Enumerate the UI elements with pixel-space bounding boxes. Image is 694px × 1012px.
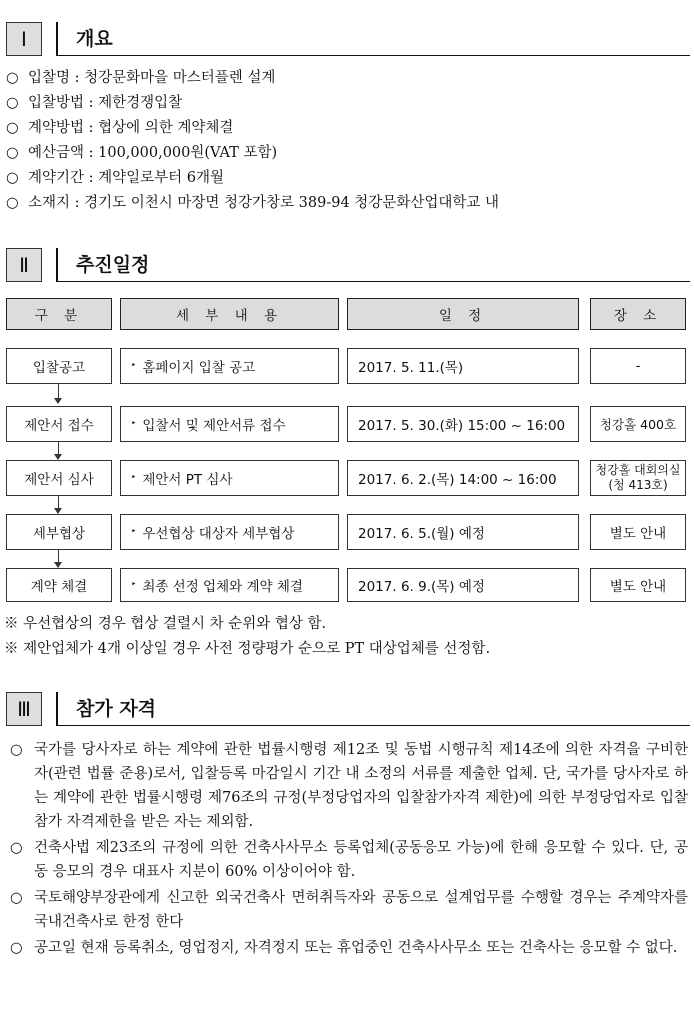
schedule-header-date: 일 정 bbox=[347, 298, 579, 330]
schedule-stage: 세부협상 bbox=[6, 514, 112, 550]
list-item bbox=[6, 191, 690, 216]
list-item bbox=[6, 886, 688, 934]
schedule-detail-text: 입찰서 및 제안서류 접수 bbox=[142, 418, 286, 434]
qualification-text: 국가를 당사자로 하는 계약에 관한 법률시행령 제12조 및 동법 시행규칙 제14조에 의한 자격을 구비한 자(관련 법률 준용)로서, 입찰등록 마감일시 기간 내 소정의 서류를 제출한 업체. 단, 국가를 당사자로 하는 계약에 관한 법률시행령 제76조의 규정(부정당업자의 입찰참가자격 제한)에 의한 부정당업자로 입찰참가 자격제한을 받은 자는 제외함. bbox=[34, 742, 688, 830]
section-underline bbox=[56, 55, 690, 56]
section-underline bbox=[56, 725, 690, 726]
list-item bbox=[6, 91, 690, 116]
schedule-date: 2017. 5. 11.(목) bbox=[347, 348, 579, 384]
circle-bullet-icon: ○ bbox=[10, 940, 23, 956]
section-2-header bbox=[6, 248, 690, 282]
triangle-marker-icon: ‣ bbox=[131, 473, 137, 483]
triangle-marker-icon: ‣ bbox=[131, 527, 137, 537]
circle-bullet-icon: ○ bbox=[10, 742, 23, 758]
list-item bbox=[6, 116, 690, 141]
schedule-place-line2: (청 413호) bbox=[608, 478, 668, 492]
section-1-number: Ⅰ bbox=[6, 22, 42, 56]
schedule-date: 2017. 6. 9.(목) 예정 bbox=[347, 568, 579, 602]
schedule-header-stage: 구 분 bbox=[6, 298, 112, 330]
schedule-detail-text: 최종 선정 업체와 계약 체결 bbox=[142, 579, 303, 595]
circle-bullet-icon: ○ bbox=[6, 120, 19, 136]
section-1-title: 개요 bbox=[76, 28, 113, 50]
schedule-detail bbox=[120, 406, 339, 442]
schedule-place: 별도 안내 bbox=[590, 568, 686, 602]
list-item bbox=[6, 836, 688, 884]
circle-bullet-icon: ○ bbox=[6, 145, 19, 161]
schedule-place: 청강홀 400호 bbox=[590, 406, 686, 442]
circle-bullet-icon: ○ bbox=[6, 195, 19, 211]
overview-list bbox=[6, 66, 690, 216]
schedule-detail-text: 우선협상 대상자 세부협상 bbox=[142, 526, 295, 542]
schedule-date: 2017. 5. 30.(화) 15:00 ~ 16:00 bbox=[347, 406, 579, 442]
schedule-date: 2017. 6. 2.(목) 14:00 ~ 16:00 bbox=[347, 460, 579, 496]
overview-text: 계약방법 : 협상에 의한 계약체결 bbox=[28, 120, 234, 136]
schedule-date: 2017. 6. 5.(월) 예정 bbox=[347, 514, 579, 550]
section-3-number: Ⅲ bbox=[6, 692, 42, 726]
overview-text: 입찰방법 : 제한경쟁입찰 bbox=[28, 95, 183, 111]
triangle-marker-icon: ‣ bbox=[131, 361, 137, 371]
schedule-detail bbox=[120, 514, 339, 550]
schedule-detail-text: 제안서 PT 심사 bbox=[142, 472, 233, 488]
schedule-header-place: 장 소 bbox=[590, 298, 686, 330]
circle-bullet-icon: ○ bbox=[10, 890, 23, 906]
schedule-detail bbox=[120, 460, 339, 496]
section-divider bbox=[56, 692, 58, 726]
overview-text: 소재지 : 경기도 이천시 마장면 청강가창로 389-94 청강문화산업대학교 내 bbox=[28, 195, 499, 211]
schedule-detail bbox=[120, 568, 339, 602]
circle-bullet-icon: ○ bbox=[6, 170, 19, 186]
section-2-number: Ⅱ bbox=[6, 248, 42, 282]
schedule-detail-text: 홈페이지 입찰 공고 bbox=[142, 360, 256, 376]
list-item bbox=[6, 66, 690, 91]
schedule-place: 별도 안내 bbox=[590, 514, 686, 550]
overview-text: 계약기간 : 계약일로부터 6개월 bbox=[28, 170, 225, 186]
list-item bbox=[6, 166, 690, 191]
schedule-stage: 계약 체결 bbox=[6, 568, 112, 602]
schedule-detail bbox=[120, 348, 339, 384]
schedule-place-line1: 청강홀 대회의실 bbox=[595, 463, 681, 477]
list-item bbox=[6, 141, 690, 166]
qualification-text: 공고일 현재 등록취소, 영업정지, 자격정지 또는 휴업중인 건축사사무소 또는 건축사는 응모할 수 없다. bbox=[34, 940, 678, 956]
schedule-place bbox=[590, 460, 686, 496]
overview-text: 입찰명 : 청강문화마을 마스터플렌 설계 bbox=[28, 70, 276, 86]
circle-bullet-icon: ○ bbox=[10, 840, 23, 856]
section-3-title: 참가 자격 bbox=[76, 698, 157, 720]
section-divider bbox=[56, 248, 58, 282]
circle-bullet-icon: ○ bbox=[6, 70, 19, 86]
schedule-stage: 제안서 심사 bbox=[6, 460, 112, 496]
triangle-marker-icon: ‣ bbox=[131, 419, 137, 429]
schedule-note: ※ 제안업체가 4개 이상일 경우 사전 정량평가 순으로 PT 대상업체를 선정함. bbox=[4, 641, 491, 657]
section-1-header bbox=[6, 22, 690, 56]
qualification-text: 국토해양부장관에게 신고한 외국건축사 면허취득자와 공동으로 설계업무를 수행할 경우는 주계약자를 국내건축사로 한정 한다 bbox=[34, 890, 688, 930]
triangle-marker-icon: ‣ bbox=[131, 580, 137, 590]
section-3-header bbox=[6, 692, 690, 726]
schedule-header-detail: 세 부 내 용 bbox=[120, 298, 339, 330]
list-item bbox=[6, 738, 688, 834]
schedule-stage: 입찰공고 bbox=[6, 348, 112, 384]
schedule-note: ※ 우선협상의 경우 협상 결렬시 차 순위와 협상 함. bbox=[4, 616, 327, 632]
overview-text: 예산금액 : 100,000,000원(VAT 포함) bbox=[28, 145, 278, 161]
schedule-place: - bbox=[590, 348, 686, 384]
list-item bbox=[6, 936, 688, 960]
arrow-down-icon bbox=[54, 398, 62, 404]
qualification-list bbox=[6, 738, 688, 962]
section-underline bbox=[56, 281, 690, 282]
section-2-title: 추진일정 bbox=[76, 254, 150, 276]
section-divider bbox=[56, 22, 58, 56]
circle-bullet-icon: ○ bbox=[6, 95, 19, 111]
qualification-text: 건축사법 제23조의 규정에 의한 건축사사무소 등록업체(공동응모 가능)에 한해 응모할 수 있다. 단, 공동 응모의 경우 대표사 지분이 60% 이상이어야 함. bbox=[34, 840, 688, 880]
schedule-stage: 제안서 접수 bbox=[6, 406, 112, 442]
